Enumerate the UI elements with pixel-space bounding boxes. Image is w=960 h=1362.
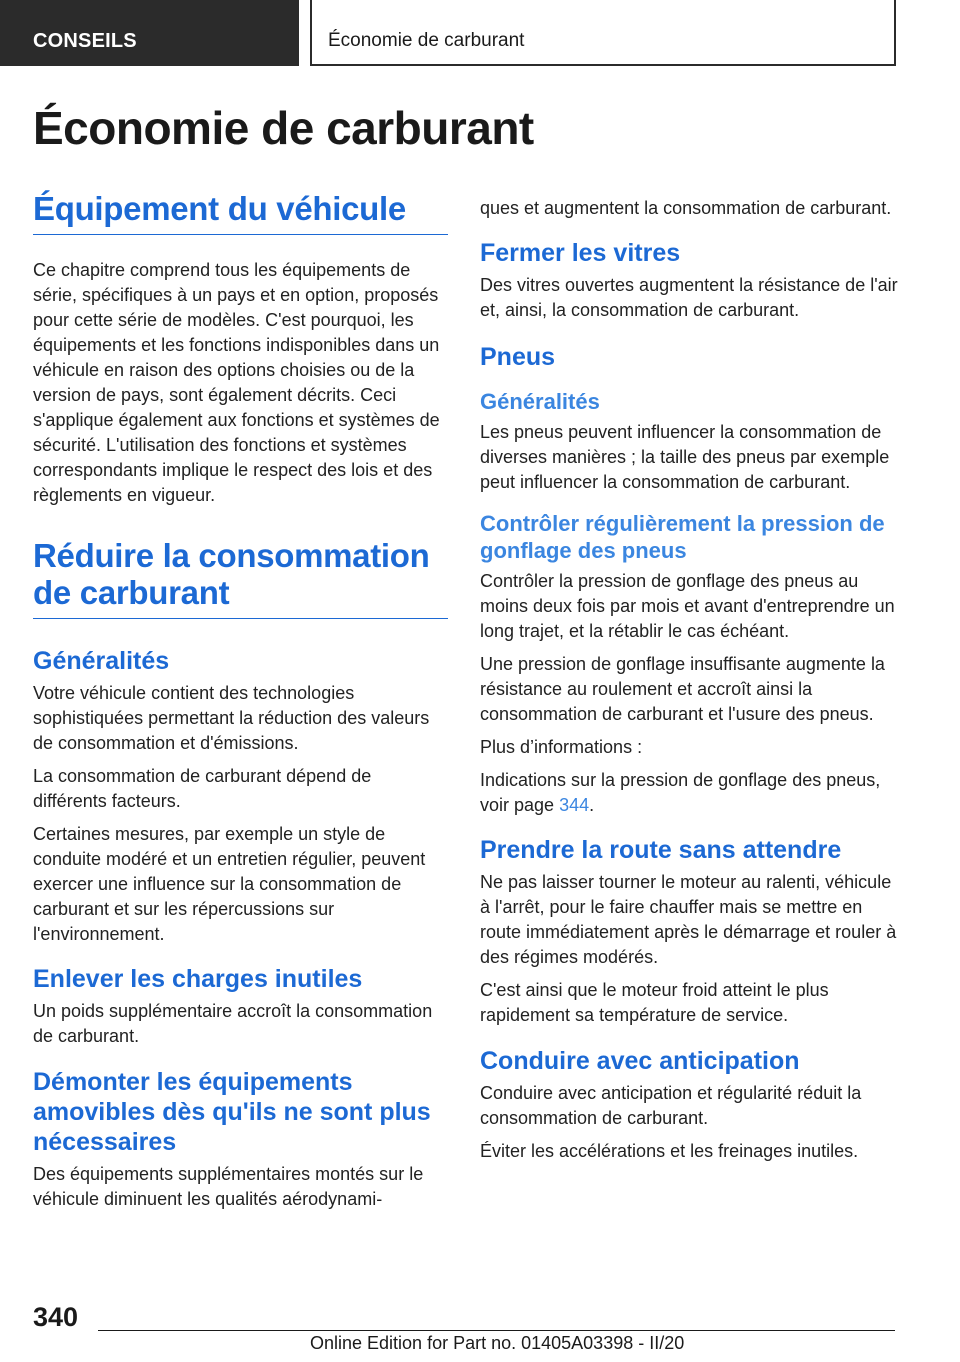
footer-edition: Online Edition for Part no. 01405A03398 - II/20 [310,1333,685,1353]
heading-tyres-general: Généralités [480,389,600,414]
heading-equipment: Équipement du véhicule [33,190,448,235]
general-paragraph-1: Votre véhicule contient des technologies sophistiquées permettant la réduction des valeurs de consommation et d'émissions. [33,683,430,753]
heading-drive-off: Prendre la route sans attendre [480,836,842,864]
footer-divider [98,1330,895,1331]
pressure-reference-text: Indications sur la pression de gonflage des pneus, voir page [480,770,881,815]
page-344-link[interactable]: 344 [559,795,590,815]
removable-text: Des équipements supplémentaires montés sur le véhicule diminuent les qualités aérodynami- [33,1164,424,1209]
general-paragraph-3: Certaines mesures, par exemple un style de conduite modéré et un entretien régulier, peuvent exercer une influence sur la consommation de carburant et sur les répercussions sur l'environnement. [33,824,426,944]
pressure-paragraph-2: Une pression de gonflage insuffisante augmente la résistance au roulement et accroît ainsi la consommation de carburant et l'usure des pneus. [480,654,885,724]
heading-removable-equipment: Démonter les équipements amovibles dès qu'ils ne sont plus nécessaires [33,1068,431,1156]
pressure-paragraph-1: Contrôler la pression de gonflage des pneus au moins deux fois par mois et avant d'entreprendre un long trajet, et la rétablir le cas échéant. [480,571,895,641]
section-tab: CONSEILS [0,0,299,66]
heading-reduce-consumption: Réduire la consommation de carburant [33,537,448,619]
chapter-tab: Économie de carburant [310,0,896,66]
heading-general: Généralités [33,647,170,675]
more-info-label: Plus d’informations : [480,737,643,757]
pressure-reference [480,768,898,818]
anticipation-paragraph-1: Conduire avec anticipation et régularité réduit la consommation de carburant. [480,1083,862,1128]
page-title: Économie de carburant [33,102,534,154]
pressure-reference-end: . [589,795,595,815]
removable-text-continued: ques et augmentent la consommation de carburant. [480,198,892,218]
drive-paragraph-2: C'est ainsi que le moteur froid atteint le plus rapidement sa température de service. [480,980,829,1025]
heading-anticipation: Conduire avec anticipation [480,1047,800,1075]
heading-tyres: Pneus [480,343,556,371]
loads-text: Un poids supplémentaire accroît la consommation de carburant. [33,1001,433,1046]
right-column [480,196,898,1164]
general-paragraph-2: La consommation de carburant dépend de différents facteurs. [33,766,372,811]
page-number: 340 [33,1302,79,1332]
heading-tyre-pressure: Contrôler régulièrement la pression de gonflage des pneus [480,511,885,563]
tyres-general-text: Les pneus peuvent influencer la consommation de diverses manières ; la taille des pneus par exemple peut influencer la consommation de carburant. [480,422,890,492]
equipment-text: Ce chapitre comprend tous les équipements de série, spécifiques à un pays et en option, proposés pour cette série de modèles. C'est pourquoi, les équipements et les fonctions indisponibles dans un véhicule en raison des options choisies ou de la version de pays, sont également décrits. Ceci s'applique également aux fonctions et systèmes de sécurité. L'utilisation des fonctions et systèmes correspondants implique le respect des lois et des règlements en vigueur. [33,260,440,505]
left-column [33,190,448,1212]
drive-paragraph-1: Ne pas laisser tourner le moteur au ralenti, véhicule à l'arrêt, pour le faire chauffer mais se mettre en route immédiatement après le démarrage et rouler à des régimes modérés. [480,872,897,967]
heading-remove-loads: Enlever les charges inutiles [33,965,363,993]
page-header [0,0,960,66]
windows-text: Des vitres ouvertes augmentent la résistance de l'air et, ainsi, la consommation de carburant. [480,275,898,320]
heading-close-windows: Fermer les vitres [480,239,681,267]
anticipation-paragraph-2: Éviter les accélérations et les freinages inutiles. [480,1141,859,1161]
